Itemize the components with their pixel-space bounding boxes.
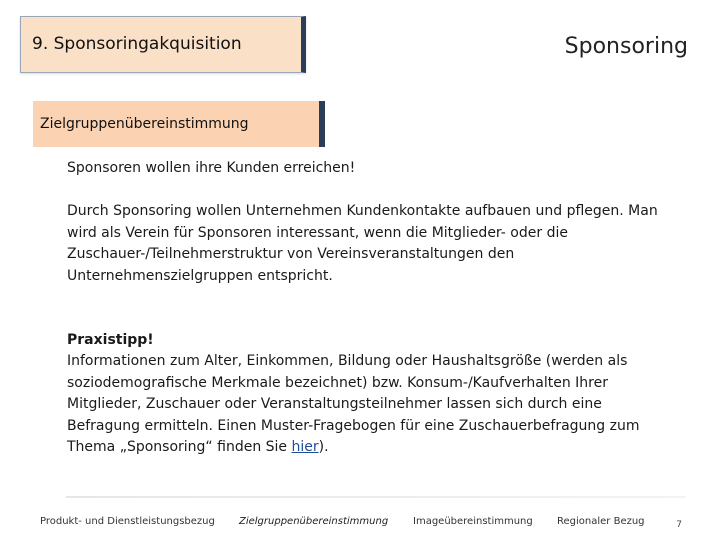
footer-nav-produktbezug[interactable]: Produkt- und Dienstleistungsbezug	[40, 516, 215, 527]
footer-nav-image[interactable]: Imageübereinstimmung	[413, 516, 533, 527]
subheading-box	[33, 101, 325, 147]
tip-end-text: ).	[318, 439, 329, 455]
footer-divider	[66, 496, 686, 498]
section-title: 9. Sponsoringakquisition	[32, 34, 242, 54]
slide-title: Sponsoring	[564, 34, 688, 59]
subheading-title: Zielgruppenübereinstimmung	[40, 116, 249, 132]
questionnaire-link[interactable]: hier	[291, 439, 319, 455]
footer-nav-zielgruppe[interactable]: Zielgruppenübereinstimmung	[239, 516, 389, 527]
page-number: 7	[676, 520, 682, 530]
body-paragraph: Durch Sponsoring wollen Unternehmen Kundenkontakte aufbauen und pflegen. Man wird als Verein für Sponsoren interessant, wenn die Mitglieder- oder die Zuschauer-/Teilnehmerstruktur von Vereinsveranstaltungen den Unternehmenszielgruppen entspricht.	[67, 203, 658, 284]
headline-text: Sponsoren wollen ihre Kunden erreichen!	[67, 160, 356, 176]
tip-text: Informationen zum Alter, Einkommen, Bildung oder Haushaltsgröße (werden als soziodemografische Merkmale bezeichnet) bzw. Konsum-/Kaufverhalten Ihrer Mitglieder, Zuschauer oder Veranstaltungsteilnehmer lassen sich durch eine Befragung ermitteln. Einen Muster-Fragebogen für eine Zuschauerbefragung zum Thema „Sponsoring“ finden Sie	[67, 353, 640, 455]
tip-heading: Praxistipp!	[67, 332, 154, 348]
footer-nav-regional[interactable]: Regionaler Bezug	[557, 516, 645, 527]
tip-body	[67, 351, 677, 459]
section-title-box	[20, 16, 306, 73]
